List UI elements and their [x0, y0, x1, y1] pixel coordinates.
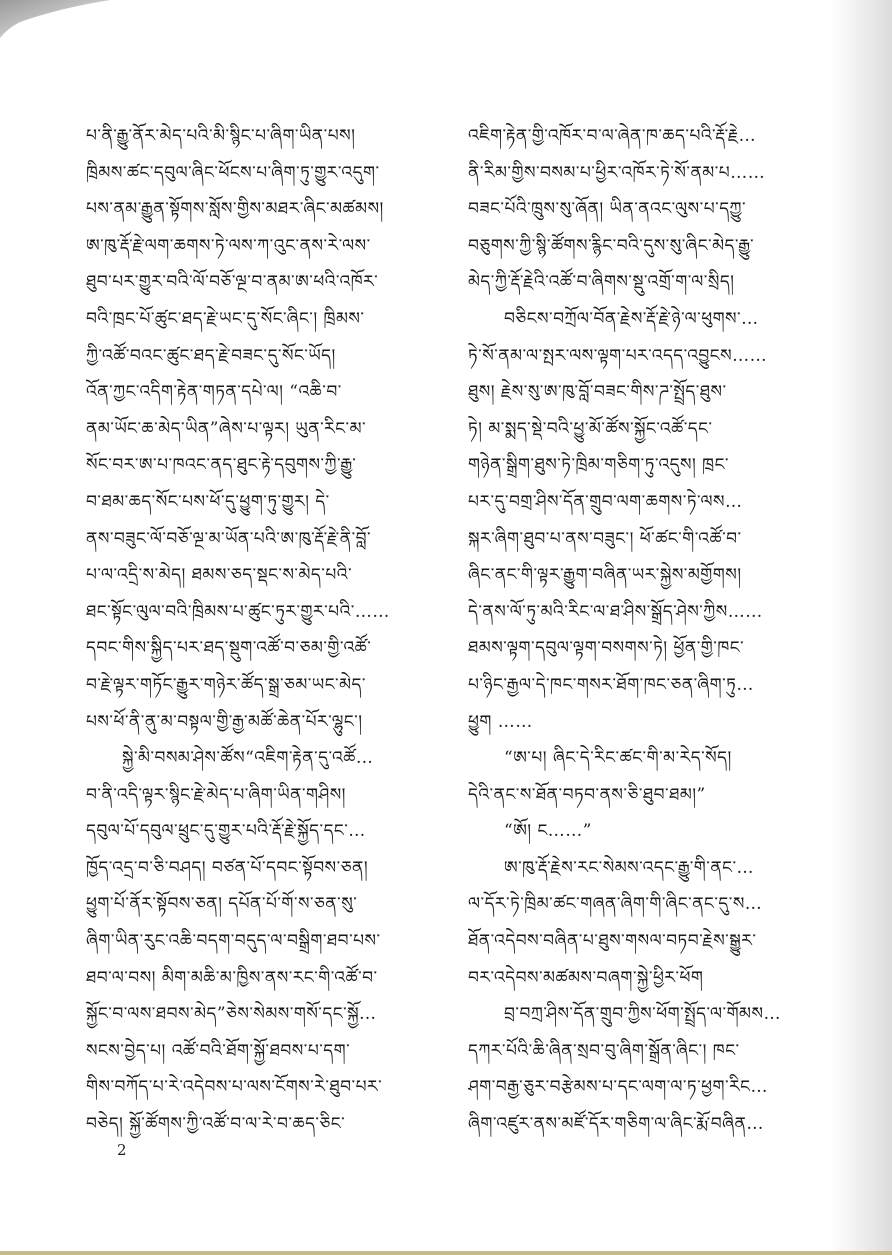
text-line: པས་ཕོ་ནི་ནུ་མ་བསྟལ་གྱི་རྒྱ་མཚོ་ཆེན་པོར་ལྷུང་། [86, 711, 363, 732]
text-line: ཀྱི་འཚོ་བའང་ཚུང་ཐད་རྗེ་བཟང་དུ་སོང་ཡོད། [86, 345, 336, 366]
left-text-column [86, 118, 446, 1143]
text-line: སྐར་ཞིག་ཐུབ་པ་ནས་བཟུང་། ཕོ་ཚང་གི་འཚོ་བ་ [468, 528, 742, 549]
text-line: ནས་བཟུང་ལོ་བཅོ་ལྔ་མ་ཡོན་པའི་ཨ་ཁུ་རྡོ་རྗེ་ནི་བློ་ [86, 528, 372, 549]
text-line: བར་འདེབས་མཚམས་བཞག་སྐྱེ་ཕྱིར་ཕོག [468, 967, 704, 988]
page-curl-shadow [0, 0, 110, 40]
text-line: བ་ནི་འདི་ལྟར་སྙིང་རྗེ་མེད་པ་ཞིག་ཡིན་གཤིས། [86, 784, 346, 805]
text-line: ཁྲིམས་ཚང་དབུལ་ཞིང་ཕོངས་པ་ཞིག་ཏུ་གྱུར་འདུག་ [86, 162, 380, 183]
text-line: ཞིག་འཛུར་ནས་མཛོ་དོར་གཅིག་ལ་ཞིང་རྨོ་བཞིན… [468, 1114, 764, 1135]
text-line: བའི་ཁྲང་པོ་ཚུང་ཐད་རྗེ་ཡང་དུ་སོང་ཞིང་། ཁྲིམས་ [86, 308, 365, 329]
text-line: བ་ཐམ་ཆད་སོང་པས་ཕོ་དུ་ཕྱུག་ཏུ་གྱུར། དེ་ [86, 491, 330, 512]
text-line: ཞིག་ཡིན་རུང་འཆི་བདག་བདུད་ལ་བསྒྲིག་ཐབ་པས་ [86, 931, 381, 952]
text-line: ཐམས་ལྟག་དབུལ་ལྟག་བསགས་ཏེ། ཕྱོན་གྱི་ཁང་ [468, 638, 745, 659]
text-line: དེའི་ནང་ས་ཐོན་བཏབ་ནས་ཅི་ཐུབ་ཐམ།” [468, 784, 706, 805]
text-line: ཐུས། རྗེས་སུ་ཨ་ཁུ་བློ་བཟང་གིས་ཌ་སྤྲོད་ཐུས་ [468, 382, 727, 403]
text-line: ཨ་ཁུ་རྡོ་རྗེ་ལག་ཆགས་ཏེ་ལས་ཀ་འུང་ནས་རེ་ལས་ [86, 235, 371, 256]
text-line: ཞིང་ནང་གི་ལྟར་རྒྱུག་བཞིན་ཡར་སྐྱེས་མགྱོགས། [468, 565, 742, 586]
text-line: གཉེན་སྒྲིག་ཐུས་ཏེ་ཁྲིམ་གཅིག་ཏུ་འདུས། ཁྲང་ [468, 455, 729, 476]
text-line: འཇིག་རྟེན་གྱི་འཁོར་བ་ལ་ཞེན་ཁ་ཆད་པའི་རྡོ་རྗེ… [468, 126, 757, 146]
text-line: འོན་ཀྱང་འདིག་རྟེན་གཏན་དཔེ་ལ། “འཆི་བ་ [86, 382, 342, 403]
text-line: ནམ་ཡོང་ཆ་མེད་ཡིན”ཞེས་པ་ལྟར། ཡུན་རིང་མ་ [86, 418, 367, 439]
text-line: པ་ལ་འདྲི་ས་མེད། ཐམས་ཅད་སྡང་ས་མེད་པའི་ [86, 565, 353, 586]
text-line: ཐབ་ལ་བས། མིག་མཆི་མ་ཁྱིས་ནས་རང་གི་འཚོ་བ་ [86, 967, 378, 988]
text-line: སྐྱེ་མི་བསམ་ཤེས་ཚོས“འཇིག་རྟེན་དུ་འཚོ… [122, 748, 374, 769]
text-line: པ་ནི་རྒྱུ་ནོར་མེད་པའི་མི་སྙིང་པ་ཞིག་ཡིན་པས། [86, 126, 356, 146]
text-line: ཐང་སྟོང་ལུལ་བའི་ཁྲིམས་པ་ཚུང་ཏུར་གྱུར་པའི་…… [86, 601, 390, 622]
page-bottom-edge [0, 1251, 892, 1255]
text-line: བཅུགས་ཀྱི་སྙི་ཚོགས་རྙིང་བའི་དུས་སུ་ཞིང་མེད་རྒྱུ་ [468, 235, 755, 256]
text-line: པར་དུ་བགྲ་ཤིས་དོན་གྲུབ་ལག་ཆགས་ཏེ་ལས… [468, 491, 743, 512]
text-line: དཀར་པོའི་ཆི་ཞིན་སྲབ་བུ་ཞིག་སྒྲོན་ཞིང་། ཁང་ [468, 1040, 740, 1061]
text-line: “ཨ་པ། ཞིང་དེ་རིང་ཚང་གི་མ་རེད་སོད། [504, 748, 732, 769]
text-line: བཟང་པོའི་ཁྲུས་སུ་ཞོན། ཡིན་ནའང་ལུས་པ་དཀྱུ་ [468, 199, 747, 220]
text-line: བཅེད། སྐྱོ་ཚོགས་ཀྱི་འཚོ་བ་ལ་རེ་བ་ཆད་ཅིང་ [86, 1114, 346, 1135]
text-line: མེད་ཀྱི་རྡོ་རྗེའི་འཚོ་བ་ཞིགས་སྡུ་འགྲོ་ག་ལ་སྲིད། [468, 272, 735, 293]
text-line: བ་རྗེ་ལྟར་གཏོང་རྒྱུར་གཉེར་ཚོད་སྒྲ་ཅམ་ཡང་མེད་ [86, 674, 366, 695]
text-line: བྲ་བཀྲ་ཤིས་དོན་གྲུབ་ཀྱིས་ཕོག་སྤྲོད་ལ་གོམས… [504, 1004, 781, 1025]
text-line: ཏེ། མ་སྨད་སྡེ་བའི་ཕྱུ་མོ་ཚོས་སྐྱོང་འཚོ་དང་ [468, 418, 713, 439]
text-line: ལ་དོར་ཏེ་ཁྲིམ་ཚང་གཞན་ཞིག་གི་ཞིང་ནང་དུ་ས… [468, 894, 763, 915]
text-line: “ཨོ། ང……” [504, 821, 592, 842]
text-line: ནི་རིམ་གྱིས་བསམ་པ་ཕྱིར་འཁོར་ཏེ་སོ་ནམ་པ…… [468, 162, 766, 183]
text-line: ཤག་བརྒྱ་ཅུར་བརྩེམས་པ་དང་ལག་ལ་ཏ་ཕྱག་རིང… [468, 1077, 768, 1098]
text-line: པས་ནམ་རྒྱུན་སྟོགས་སློས་གྱིས་མཐར་ཞིང་མཚམས། [86, 199, 384, 220]
text-line: ཁྱོད་འདྲ་བ་ཅི་བཤད། བཙན་པོ་དབང་སྟོབས་ཅན། [86, 857, 369, 878]
text-line: སོང་བར་ཨ་པ་ཁའང་ནད་ཐུང་རྟེ་དབུགས་ཀྱི་རྒྱུ་ [86, 455, 357, 476]
text-line: པ་ཉིང་རྒྱལ་དེ་ཁང་གསར་ཐོག་ཁང་ཅན་ཞིག་ཏུ… [468, 674, 754, 695]
text-line: གིས་བཀོད་པ་རེ་འདེབས་པ་ལས་ངོགས་རེ་ཐུབ་པར་ [86, 1077, 383, 1098]
text-line: ཨ་ཁུ་རྡོ་རྗེས་རང་སེམས་འདང་རྒྱུ་གི་ནང་… [504, 857, 755, 878]
text-line: དབུལ་པོ་དབུལ་ཕྲུང་དུ་གྱུར་པའི་རྡོ་རྗེ་སྐྱོད་དང་… [86, 821, 366, 842]
text-line: དབང་གིས་སྐྱིད་པར་ཐད་སྡུག་འཚོ་བ་ཅམ་གྱི་འཚོ་ [86, 638, 372, 659]
page-number: 2 [117, 1141, 127, 1159]
text-line: ཕྱུག …… [468, 711, 533, 732]
text-line: སྐྱོང་བ་ལས་ཐབས་མེད”ཅེས་སེམས་གསོ་དང་སྐྱོ… [86, 1004, 377, 1025]
text-line: ཐོན་འདེབས་བཞིན་པ་ཐུས་གསལ་བཏབ་རྗེས་སྒྱུར་ [468, 931, 757, 952]
text-line: ཕྱུག་པོ་ནོར་སྟོབས་ཅན། དཔོན་པོ་གོ་ས་ཅན་སུ་ [86, 894, 358, 915]
text-line: ཏེ་སོ་ནམ་ལ་སྤར་ལས་ལྟག་པར་འདད་འབྱུངས…… [468, 345, 768, 366]
right-text-column [468, 118, 818, 1143]
text-line: དེ་ནས་ལོ་ཏུ་མའི་རིང་ལ་ཐ་ཤིས་སྒྲོད་ཤེས་ཀྱིས…… [468, 601, 763, 622]
text-line: བཅིངས་བཀྲོལ་བོན་རྗེས་རྡོ་རྗེ་ཉེ་ལ་ཕུགས་… [504, 308, 759, 329]
text-line: སངས་བྱེད་པ། འཚོ་བའི་ཐོག་སྐྱོ་ཐབས་པ་དག་ [86, 1040, 351, 1061]
text-line: ཐུབ་པར་གྱུར་བའི་ལོ་བཅོ་ལྔ་བ་ནམ་ཨ་ཕའི་འཁོར་ [86, 272, 379, 293]
